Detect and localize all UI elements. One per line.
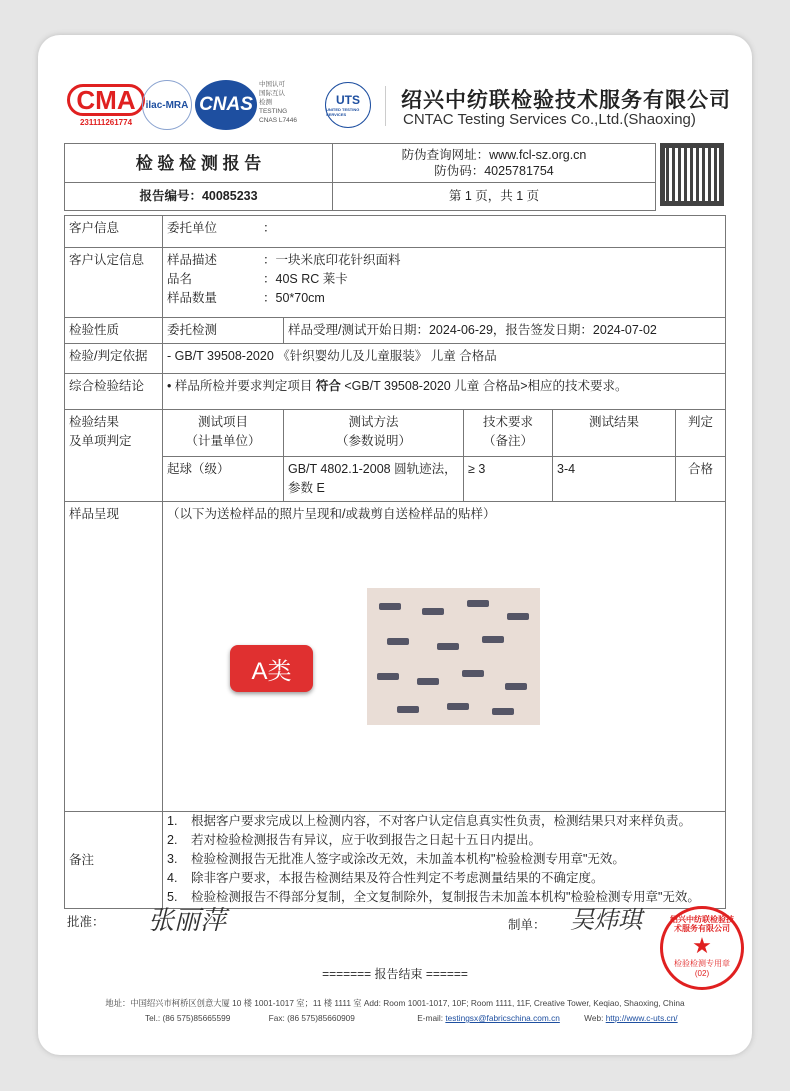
conclusion-pre: • 样品所检并要求判定项目 xyxy=(167,379,316,393)
notes: 1. 根据客户要求完成以上检测内容，不对客户认定信息真实性负责，检测结果只对来样负责。 2. 若对检验检测报告有异议，应于收到报告之日起十五日内提出。 3. 检验检测报告无批准人签字或涂改无效，未加盖本机构"检验检测专用章"无效。 4. 除非客户要求，本报告检测结果及符合性判定不考虑测量结果的不确定度。 5. 检验检测报告不得部分复制，全文复制除外，复制报告未加盖本机构"检验检测专用章"无效。 xyxy=(163,812,726,909)
fax: Fax: (86 575)85660909 xyxy=(268,1013,355,1023)
conclusion-post: <GB/T 39508-2020 儿童 合格品>相应的技术要求。 xyxy=(340,379,628,393)
report-number: 报告编号：40085233 xyxy=(65,183,333,211)
note-item: 根据客户要求完成以上检测内容，不对客户认定信息真实性负责，检测结果只对来样负责。 xyxy=(191,814,692,828)
email-label: E-mail: xyxy=(417,1013,446,1023)
stamp-number: (02) xyxy=(694,969,710,978)
star-icon: ★ xyxy=(692,933,712,958)
cell-item: 起球（级） xyxy=(163,457,284,502)
client-field: 委托单位 xyxy=(167,221,218,235)
verify-url: 防伪查询网址：www.fcl-sz.org.cn xyxy=(401,148,587,162)
cma-number: 231111261774 xyxy=(79,118,133,127)
note-item: 若对检验检测报告有异议，应于收到报告之日起十五日内提出。 xyxy=(191,833,542,847)
dates: 样品受理/测试开始日期：2024-06-29，报告签发日期：2024-07-02 xyxy=(284,318,726,344)
ilac-mra-logo: ilac-MRA xyxy=(142,80,192,130)
title-table xyxy=(64,143,656,211)
cell-method: GB/T 4802.1-2008 圆轨迹法，参数 E xyxy=(284,457,464,502)
email-link[interactable]: testingsx@fabricschina.com.cn xyxy=(445,1013,560,1023)
contact-line xyxy=(145,1013,678,1023)
confirmed-info xyxy=(163,248,726,318)
report-end: ======= 报告结束 ====== xyxy=(322,967,468,981)
note-item: 检验检测报告不得部分复制，全文复制除外，复制报告未加盖本机构"检验检测专用章"无效。 xyxy=(191,890,700,904)
results-label: 检验结果 及单项判定 xyxy=(65,410,163,502)
cell-requirement: ≥ 3 xyxy=(464,457,553,502)
web-link[interactable]: http://www.c-uts.cn/ xyxy=(605,1013,678,1023)
field-value: ：40S RC 莱卡 xyxy=(263,272,348,286)
field-key: 样品数量 xyxy=(167,291,218,305)
notes-label: 备注 xyxy=(65,812,163,909)
maker-label: 制单： xyxy=(508,918,546,932)
sample-note: （以下为送检样品的照片呈现和/或裁剪自送检样品的贴样） xyxy=(163,502,726,812)
confirmed-info-label: 客户认定信息 xyxy=(65,248,163,318)
uts-logo: UTS UNITED TESTING SERVICES xyxy=(325,82,371,128)
col-header: 测试结果 xyxy=(553,410,676,457)
field-value: ：50*70cm xyxy=(263,291,325,305)
approve-signature: 张丽萍 xyxy=(148,906,227,936)
cma-logo xyxy=(75,83,137,128)
table-row xyxy=(65,457,726,502)
nature-value: 委托检测 xyxy=(163,318,284,344)
client-info-label: 客户信息 xyxy=(65,216,163,248)
note-item: 检验检测报告无批准人签字或涂改无效，未加盖本机构"检验检测专用章"无效。 xyxy=(191,852,625,866)
note-item: 除非客户要求，本报告检测结果及符合性判定不考虑测量结果的不确定度。 xyxy=(191,871,604,885)
approve-label: 批准： xyxy=(67,915,105,929)
stamp-text: 绍兴中纺联检验技术服务有限公司 xyxy=(670,915,734,933)
company-name-en: CNTAC Testing Services Co.,Ltd.(Shaoxing) xyxy=(403,111,696,128)
col-header: 技术要求 （备注） xyxy=(464,410,553,457)
field-value: ：一块米底印花针织面料 xyxy=(263,253,401,267)
field-key: 样品描述 xyxy=(167,253,218,267)
conclusion-verdict: 符合 xyxy=(315,379,341,393)
cell-result: 3-4 xyxy=(553,457,676,502)
a-class-badge: A类 xyxy=(230,645,313,692)
verify-code: 防伪码：4025781754 xyxy=(434,164,554,178)
main-table xyxy=(64,215,726,909)
field-key: 品名 xyxy=(167,272,193,286)
basis-label: 检验/判定依据 xyxy=(65,344,163,374)
sample-label: 样品呈现 xyxy=(65,502,163,812)
page-count: 第 1 页，共 1 页 xyxy=(333,183,656,211)
address: 地址：中国绍兴市柯桥区创意大厦 10 楼 1001-1017 室；11 楼 1111 室 Add: Room 1001-1017, 10F; Room 1111, 11F, Creative Tower, Keqiao, Shaoxing, China xyxy=(105,998,685,1008)
stamp-sub: 检验检测专用章 xyxy=(674,959,730,968)
col-header: 判定 xyxy=(676,410,726,457)
cma-text: CMA xyxy=(67,84,144,116)
cnas-logo: CNAS xyxy=(195,80,257,130)
client-value: ： xyxy=(263,221,276,235)
tel: Tel.: (86 575)85665599 xyxy=(145,1013,231,1023)
cell-verdict: 合格 xyxy=(676,457,726,502)
col-header: 测试方法 （参数说明） xyxy=(284,410,464,457)
cnas-note: 中国认可 国际互认 检测 TESTING CNAS L7446 xyxy=(259,81,297,124)
report-title: 检 验 检 测 报 告 xyxy=(65,144,333,183)
web-label: Web: xyxy=(584,1013,606,1023)
sample-photo[interactable] xyxy=(367,588,540,725)
col-header: 测试项目 （计量单位） xyxy=(163,410,284,457)
nature-label: 检验性质 xyxy=(65,318,163,344)
conclusion xyxy=(163,374,726,410)
maker-signature: 吴炜琪 xyxy=(570,906,642,934)
logo-divider xyxy=(385,86,386,126)
company-name-cn: 绍兴中纺联检验技术服务有限公司 xyxy=(401,87,731,112)
qr-code[interactable] xyxy=(660,143,724,206)
conclusion-label: 综合检验结论 xyxy=(65,374,163,410)
basis-value: - GB/T 39508-2020 《针织婴幼儿及儿童服装》 儿童 合格品 xyxy=(163,344,726,374)
